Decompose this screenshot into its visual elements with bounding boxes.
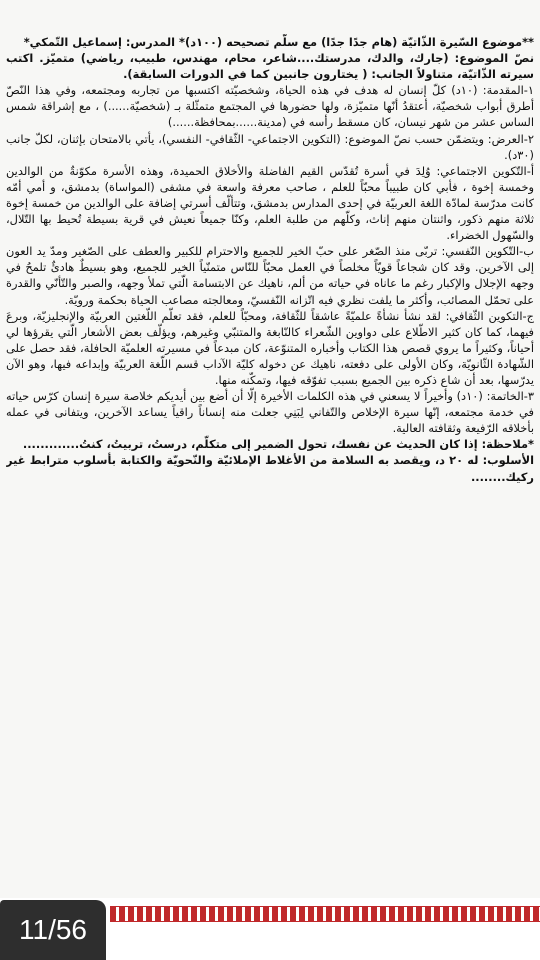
decorative-border: [110, 906, 540, 922]
social-formation-paragraph: أ-التّكوين الاجتماعي: وُلِدَ في أسرة تُقدّس القيم الفاضلة والأخلاق الحميدة، وهذه الأسرة مكوّنةٌ من الوالدين وخمسة إخوة ، فأبي كان طبيباً محبّاً للعلم ، صاحب معرفة واسعة في مشفى (المواساة) بدمشق، و أمي أمّه كانت مدرّسة لمادّة اللغة العربيّة في إحدى المدارس بدمشق، وتتألّف أسرتي إضافة على الوالدين من خمسة إخوة ثلاثة منهم ذكور، واثنتان منهم إناث، وكلّهم من طلبة العلم، وكنّا جميعاً نعيش في قرية بسيطة تُحيط بها التّلال، والسّهول الخضراء.: [6, 163, 534, 243]
psychological-formation-paragraph: ب-التّكوين النّفسي: تربّى منذ الصّغر على حبّ الخير للجميع والاحترام للكبير والعطف على الصّغير ومدّ يد العون إلى الآخرين. وقد كان شجاعاً قويّاً مخلصاً في العمل محبّاً للنّاس متمنّياً الخير للجميع، وهو بسيطٌ هادئٌ تلمحُ في وجهه الإجلال والإكبار رغم ما عاناه في حياته من ألم، ناهيك عن الابتسامة الّتي تملأ وجهه، والصبر والتّأنّي والقدرة على تحمّل المصائب، وأكثر ما يلفت نظري فيه اتّزانه النّفسيّ، ومعالجته مصاعب الحياة بحكمة ورويّة.: [6, 244, 534, 307]
conclusion-paragraph: ٣-الخاتمة: (١٠د) وأخيراً لا يسعني في هذه الكلمات الأخيرة إلّا أن أضع بين أيديكم خلاصة سيرة إنسان كرّس حياته في خدمة مجتمعه، إنّها سيرة الإخلاص والتّفاني لِبَنِي جعلت منه إنساناً راقياً يساعد الآخرين، ويتفانى في عمله بأخلاقه الرّفيعة وثقافته العالية.: [6, 389, 534, 436]
cultural-formation-paragraph: ج-التكوين الثّقافي: لقد نشأ نشأةً علميّةً عاشقاً للثّقافة، ومحبّاً للعلم، فقد تعلّم اللّغتين العربيّة والإنجليزيّة، وبرعَ فيهما، كما كان كثير الاطّلاع على دواوين الشّعراء كالنّابغة والمتنبّي وغيرهم، ويؤلّف بعض الأشعار الّتي يقرؤها لي أحياناً، وكثيراً ما يروي قصص هذا الكتاب وأخباره المتنوّعة، كان مبدعاً في مسيرته العلميّة الحافلة، فقد حصل على الشّهادة الثّانويّة، وكان الأولى على دفعته، ناهيك عن دخوله كليّة الآداب قسم اللّغة العربيّة وإبداعه فيها، وهو الآن يدرّسها، بعد أن شاع ذكره بين الجميع بسبب تفوّقه فيها، وتمكّنه منها.: [6, 308, 534, 387]
topic-statement: نصّ الموضوع: (جارك، والدك، مدرستك....شاعر، محام، مهندس، طبيب، رياضي) متميّز. اكتب سيرته الذّاتيّة، متناولاً الجانب: ( يختارون جانبين كما في الدورات السابقة).: [6, 51, 534, 82]
page-indicator[interactable]: 11/56: [0, 900, 106, 960]
note-paragraph: *ملاحظة: إذا كان الحديث عن نفسك، تحول الضمير إلى متكلّم، درستُ، تربيتُ، كنتُ.............: [22, 437, 534, 452]
introduction-paragraph: ١-المقدمة: (١٠د) كلّ إنسان له هدف في هذه الحياة، وشخصيّته اكتسبها من تجاربه ومجتمعه، وفي هذا النّصّ أطرق أبواب شخصيّة، أعتقدُ أنّها متميّزة، ولها حضورها في المجتمع متمثّلة بـ (شخصيّة......) ، مع إشراقة شمس الساس عشر من شهر نيسان، كان مسقط رأسه في (مدينة......بمحافظة......): [6, 83, 534, 130]
body-section-heading: ٢-العرض: ويتضمّن حسب نصّ الموضوع: (التكوين الاجتماعي- الثّقافي- النفسي)، يأتي بالامتحان بإثنان، لكلّ جانب (٣٠د).: [6, 131, 534, 162]
document-body: [6, 34, 534, 894]
style-paragraph: الأسلوب: له ٢٠ د، ويقصد به السلامة من الأغلاط الإملائيّة والنّحويّة والكتابة بأسلوب مترابط غير ركيك........: [6, 453, 534, 484]
document-title: **موضوع السّيرة الذّاتيّة (هام جدًا جدًا) مع سلّم تصحيحه (١٠٠د)* المدرس: إسماعيل التّمكي*: [23, 35, 534, 49]
